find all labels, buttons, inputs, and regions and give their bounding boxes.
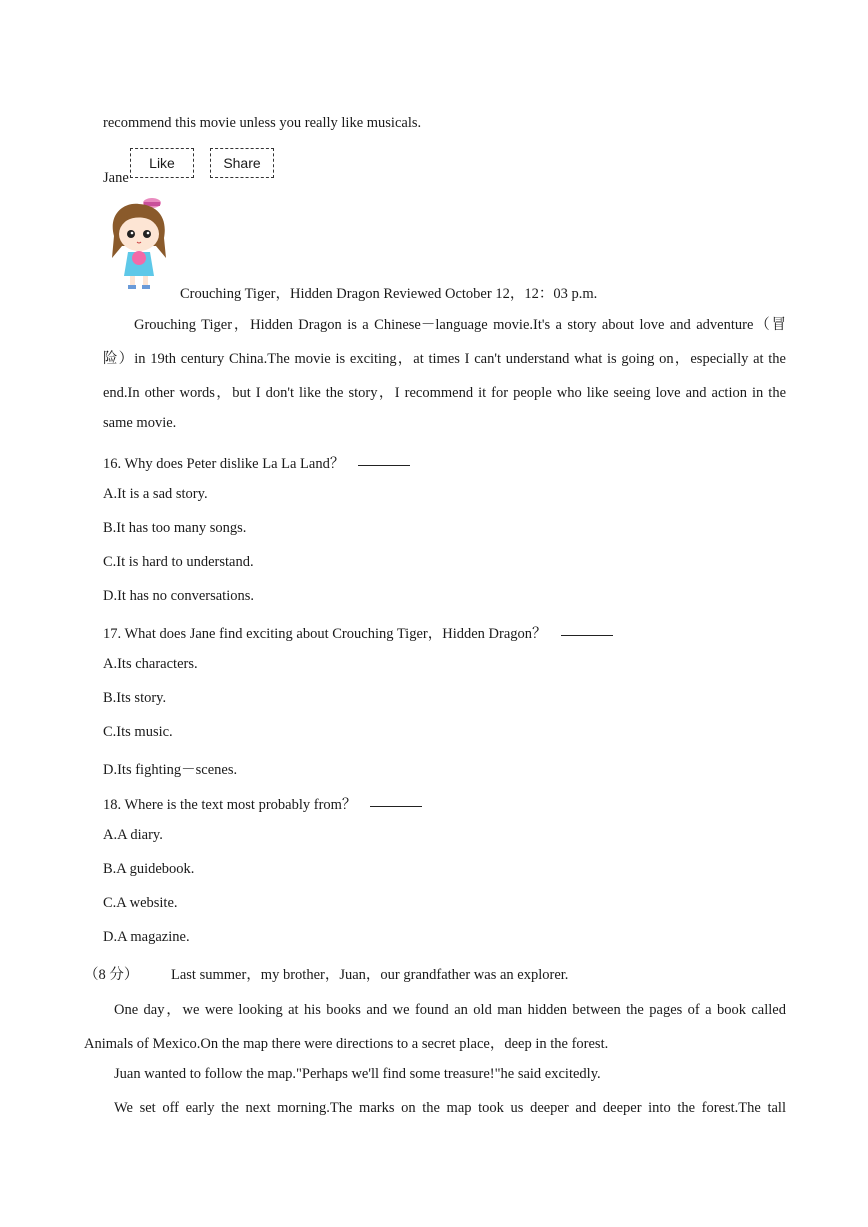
passage-line: We set off early the next morning.The marks on the map took us deeper and deeper into the forest.The tall <box>114 1100 786 1116</box>
option: D.It has no conversations. <box>103 588 255 604</box>
review-text-line: recommend this movie unless you really like musicals. <box>103 115 422 131</box>
passage-line: Juan wanted to follow the map."Perhaps we'll find some treasure!"he said excitedly. <box>114 1066 601 1082</box>
question-16 <box>103 452 410 473</box>
answer-blank[interactable] <box>370 805 422 807</box>
option: D.A magazine. <box>103 929 190 945</box>
answer-blank[interactable] <box>358 464 410 466</box>
section-score: （8 分） <box>84 967 139 983</box>
option: C.It is hard to understand. <box>103 554 254 570</box>
passage-line: One day，we were looking at his books and we found an old man hidden between the pages of a book called <box>114 1002 786 1018</box>
option: A.A diary. <box>103 827 163 843</box>
option: C.A website. <box>103 895 178 911</box>
passage-line: Animals of Mexico.On the map there were directions to a secret place，deep in the forest. <box>84 1036 609 1052</box>
option: B.Its story. <box>103 690 167 706</box>
review-header: Crouching Tiger，Hidden Dragon Reviewed October 12，12：03 p.m. <box>180 286 598 302</box>
question-17 <box>103 622 613 643</box>
option: B.A guidebook. <box>103 861 195 877</box>
question-18 <box>103 793 422 814</box>
question-text: 18. Where is the text most probably from？ <box>103 797 357 813</box>
review-body-line: Grouching Tiger，Hidden Dragon is a Chinese－language movie.It's a story about love and adventure（冒 <box>134 317 786 333</box>
review-body-line: 险）in 19th century China.The movie is exciting，at times I can't understand what is going on，especially at the <box>103 351 786 367</box>
option: D.Its fighting－scenes. <box>103 762 238 778</box>
question-text: 16. Why does Peter dislike La La Land？ <box>103 456 345 472</box>
passage-line: Last summer，my brother，Juan，our grandfather was an explorer. <box>171 967 569 983</box>
review-body-line: same movie. <box>103 415 177 431</box>
share-button[interactable]: Share <box>210 148 274 178</box>
reviewer-name: Jane <box>103 170 129 186</box>
option: B.It has too many songs. <box>103 520 247 536</box>
answer-blank[interactable] <box>561 634 613 636</box>
avatar <box>104 196 174 294</box>
option: C.Its music. <box>103 724 173 740</box>
option: A.It is a sad story. <box>103 486 208 502</box>
question-text: 17. What does Jane find exciting about Crouching Tiger，Hidden Dragon？ <box>103 626 547 642</box>
review-body-line: end.In other words，but I don't like the story，I recommend it for people who like seeing love and action in the <box>103 385 786 401</box>
option: A.Its characters. <box>103 656 198 672</box>
like-button[interactable]: Like <box>130 148 194 178</box>
